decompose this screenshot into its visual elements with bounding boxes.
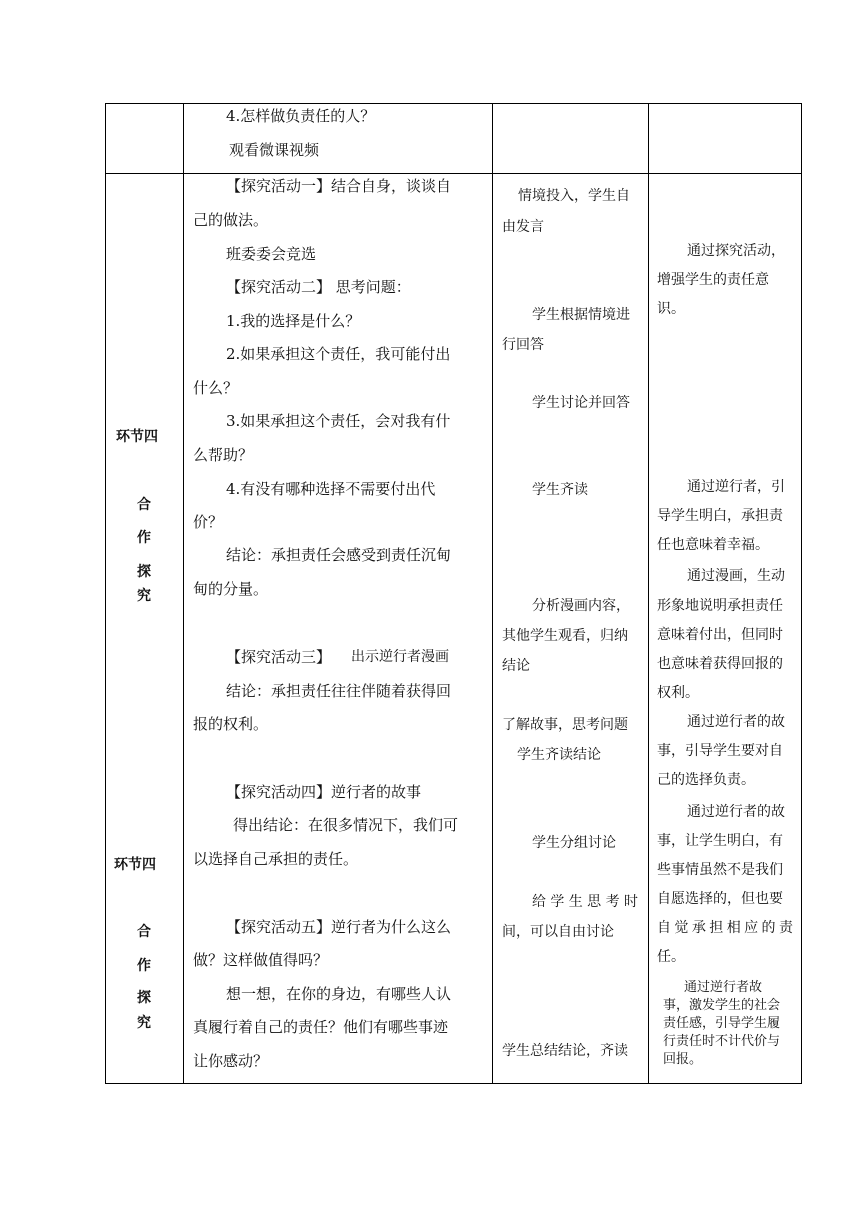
content-line: 报的权利。: [193, 715, 269, 733]
design-intent-line: 自 觉 承 担 相 应 的 责: [657, 920, 793, 936]
content-line: 1.我的选择是什么？: [226, 312, 361, 330]
content-line: 己的做法。: [193, 211, 269, 229]
content-line: 么帮助？: [193, 446, 254, 464]
content-line: 结论：承担责任往往伴随着获得回: [226, 682, 452, 700]
design-intent-line: 事，引导学生要对自: [657, 743, 783, 759]
student-activity-line: 学生根据情境进: [532, 307, 630, 323]
content-line: 价？: [193, 513, 224, 531]
design-intent-line: 回报。: [663, 1052, 703, 1067]
student-activity-line: 了解故事，思考问题: [502, 717, 628, 733]
column-divider-3: [648, 103, 649, 1084]
stage-title: 环节四: [116, 429, 158, 445]
stage-char: 合: [137, 924, 151, 940]
student-activity-line: 给 学 生 思 考 时: [532, 894, 638, 910]
design-intent-line: 任。: [657, 949, 685, 965]
content-line: 得出结论：在很多情况下，我们可: [233, 816, 459, 834]
design-intent-line: 意味着付出，但同时: [657, 627, 783, 643]
content-line: 做？这样做值得吗？: [193, 951, 329, 969]
content-line: 观看微课视频: [229, 141, 320, 159]
design-intent-line: 导学生明白，承担责: [657, 508, 783, 524]
student-activity-line: 学生齐读结论: [517, 747, 601, 763]
design-intent-line: 任也意味着幸福。: [657, 537, 769, 553]
stage-char: 探: [137, 564, 151, 580]
column-divider-1: [183, 103, 184, 1084]
stage-char: 探: [137, 990, 151, 1006]
student-activity-line: 学生讨论并回答: [532, 395, 630, 411]
design-intent-line: 通过逆行者，引: [687, 479, 785, 495]
design-intent-line: 权利。: [657, 685, 699, 701]
content-line: 4.有没有哪种选择不需要付出代: [226, 480, 436, 498]
student-activity-line: 情境投入，学生自: [518, 188, 630, 204]
design-intent-line: 通过逆行者的故: [687, 804, 785, 820]
content-line: 【探究活动四】逆行者的故事: [226, 783, 422, 801]
content-line: 甸的分量。: [193, 580, 269, 598]
design-intent-line: 行责任时不计代价与: [663, 1034, 781, 1049]
design-intent-line: 通过漫画，生动: [687, 568, 785, 584]
content-line: 想一想，在你的身边，有哪些人认: [226, 985, 452, 1003]
content-line: 结论：承担责任会感受到责任沉甸: [226, 546, 452, 564]
design-intent-line: 责任感，引导学生履: [663, 1016, 781, 1031]
content-line: 3.如果承担这个责任，会对我有什: [226, 412, 451, 430]
content-line: 【探究活动三】: [226, 648, 332, 666]
student-activity-line: 其他学生观看，归纳: [502, 628, 628, 644]
content-line: 出示逆行者漫画: [351, 649, 449, 665]
table-border-right: [801, 103, 802, 1084]
student-activity-line: 由发言: [502, 219, 544, 235]
content-line: 【探究活动五】逆行者为什么这么: [226, 918, 452, 936]
stage-char: 作: [137, 958, 151, 974]
design-intent-line: 事，让学生明白，有: [657, 833, 783, 849]
table-border-bottom: [105, 1083, 802, 1084]
column-divider-2: [492, 103, 493, 1084]
design-intent-line: 增强学生的责任意: [657, 272, 769, 288]
content-line: 【探究活动一】结合自身，谈谈自: [226, 177, 452, 195]
content-line: 让你感动？: [193, 1052, 269, 1070]
stage-char: 合: [137, 497, 151, 513]
design-intent-line: 己的选择负责。: [657, 772, 755, 788]
student-activity-line: 结论: [502, 658, 530, 674]
student-activity-line: 学生齐读: [532, 482, 588, 498]
design-intent-line: 事，激发学生的社会: [663, 998, 781, 1013]
table-border-left: [105, 103, 106, 1084]
stage-char: 究: [137, 1015, 151, 1031]
design-intent-line: 些事情虽然不是我们: [657, 862, 783, 878]
table-border-top: [105, 103, 802, 104]
student-activity-line: 间，可以自由讨论: [502, 924, 614, 940]
stage-char: 作: [137, 530, 151, 546]
content-line: 班委委会竞选: [226, 245, 317, 263]
row-divider: [105, 173, 802, 174]
content-line: 【探究活动二】 思考问题：: [226, 278, 411, 296]
student-activity-line: 行回答: [502, 337, 544, 353]
content-line: 什么？: [193, 379, 239, 397]
design-intent-line: 也意味着获得回报的: [657, 656, 783, 672]
design-intent-line: 通过逆行者故: [684, 980, 763, 995]
design-intent-line: 通过探究活动，: [687, 243, 785, 259]
design-intent-line: 识。: [657, 301, 685, 317]
stage-title: 环节四: [114, 857, 156, 873]
content-line: 真履行着自己的责任？他们有哪些事迹: [193, 1018, 449, 1036]
stage-char: 究: [137, 588, 151, 604]
content-line: 2.如果承担这个责任，我可能付出: [226, 345, 451, 363]
content-line: 以选择自己承担的责任。: [193, 850, 359, 868]
design-intent-line: 通过逆行者的故: [687, 714, 785, 730]
content-line: 4.怎样做负责任的人？: [226, 107, 376, 125]
student-activity-line: 学生分组讨论: [532, 835, 616, 851]
design-intent-line: 自愿选择的，但也要: [657, 891, 783, 907]
design-intent-line: 形象地说明承担责任: [657, 598, 783, 614]
student-activity-line: 学生总结结论，齐读: [502, 1043, 628, 1059]
student-activity-line: 分析漫画内容，: [532, 598, 630, 614]
